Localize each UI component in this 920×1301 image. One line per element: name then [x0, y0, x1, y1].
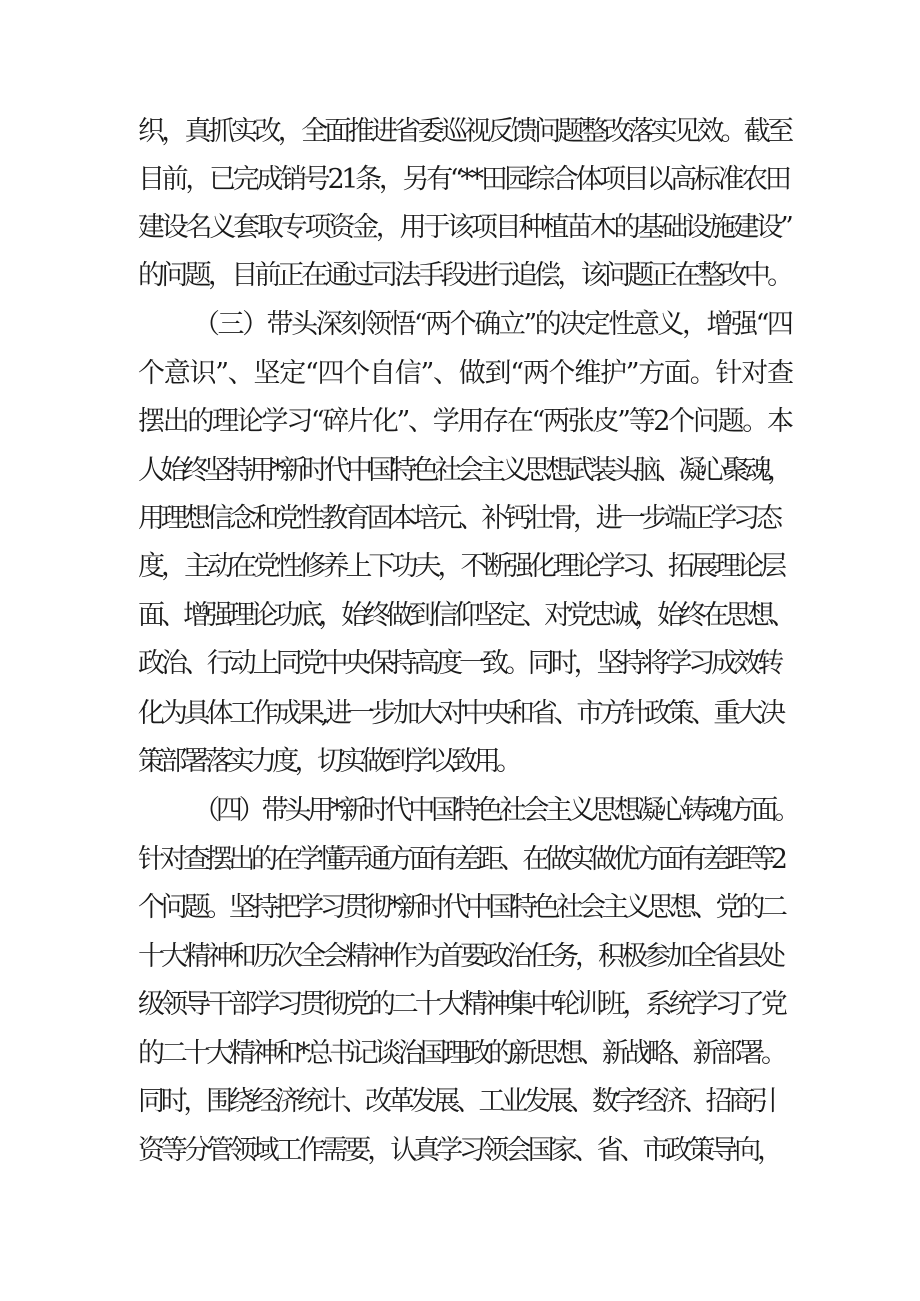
section-heading-four: （四）带头用*新时代中国特色社会主义思想凝心铸魂方面。 — [193, 795, 797, 826]
text-line: 的问题，目前正在通过司法手段进行追偿，该问题正在整改中。 — [138, 260, 791, 291]
text-line: 十大精神和历次全会精神作为首要政治任务，积极参加全省县处 — [138, 941, 782, 972]
text-line: 建设名义套取专项资金，用于该项目种植苗木的基础设施建设” — [138, 212, 791, 243]
text-line: 策部署落实力度，切实做到学以致用。 — [138, 746, 519, 777]
text-line: 同时，围绕经济统计、改革发展、工业发展、数字经济、招商引 — [138, 1086, 774, 1117]
section-heading-three: （三）带头深刻领悟“两个确立”的决定性意义，增强“四 — [193, 309, 792, 340]
text-line: 摆出的理论学习“碎片化”、学用存在“两张皮”等2个问题。本 — [138, 406, 792, 437]
text-line: 针对查摆出的在学懂弄通方面有差距、在做实做优方面有差距等2 — [138, 844, 784, 875]
text-line: 政治、行动上同党中央保持高度一致。同时，坚持将学习成效转 — [138, 648, 781, 679]
text-line: 化为具体工作成果,进一步加大对中央和省、市方针政策、重大决 — [138, 698, 782, 729]
text-line: 用理想信念和党性教育固本培元、补钙壮骨，进一步端正学习态 — [138, 503, 779, 534]
text-line: 个问题。坚持把学习贯彻*新时代中国特色社会主义思想、党的二 — [138, 892, 784, 923]
text-line: 目前，已完成销号21条，另有“**田园综合体项目以高标准农田 — [138, 164, 789, 195]
text-line: 人始终坚持用*新时代中国特色社会主义思想武装头脑、凝心聚魂， — [138, 455, 790, 486]
text-line: 个意识”、坚定“四个自信”、做到“两个维护”方面。针对查 — [138, 358, 793, 389]
text-line: 度，主动在党性修养上下功夫，不断强化理论学习、拓展理论层 — [138, 551, 784, 582]
text-line: 面、增强理论功底，始终做到信仰坚定、对党忠诚，始终在思想、 — [138, 600, 793, 631]
text-line: 的二十大精神和*总书记谈治国理政的新思想、新战略、新部署。 — [138, 1038, 784, 1069]
text-line: 级领导干部学习贯彻党的二十大精神集中轮训班，系统学习了党 — [138, 989, 784, 1020]
text-line: 资等分管领域工作需要，认真学习领会国家、省、市政策导向， — [138, 1135, 781, 1166]
text-line: 织，真抓实改，全面推进省委巡视反馈问题整改落实见效。截至 — [138, 116, 791, 147]
